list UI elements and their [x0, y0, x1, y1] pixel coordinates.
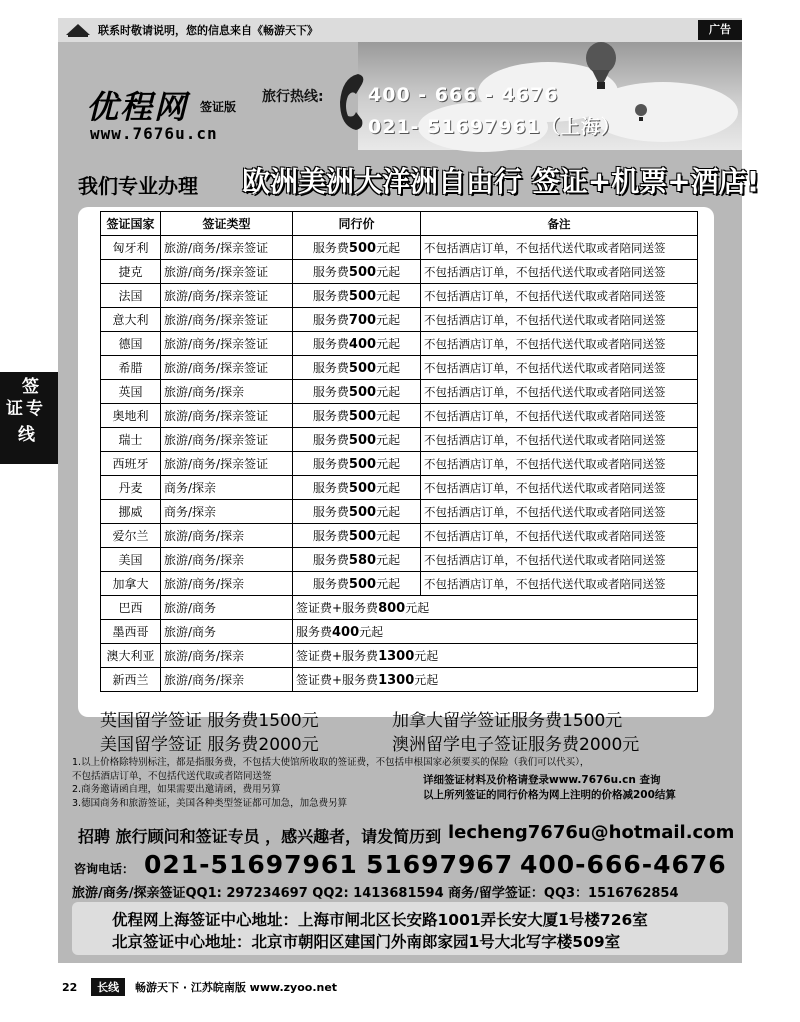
price-prefix: 签证费+服务费: [296, 601, 379, 615]
phone-number[interactable]: 51697967: [366, 850, 514, 879]
cell-country: 奥地利: [101, 404, 161, 428]
price-suffix: 元起: [376, 505, 401, 519]
cell-price: [293, 404, 421, 428]
column-tag: 长线: [91, 978, 125, 996]
price-value: 1300: [378, 649, 415, 664]
phone-number[interactable]: 021-51697961: [144, 850, 358, 879]
side-tab-char: 签: [22, 377, 39, 397]
cell-note: 不包括酒店订单，不包括代送代取或者陪同送签: [421, 500, 698, 524]
table-row: [101, 548, 698, 572]
price-prefix: 签证费+服务费: [296, 649, 379, 663]
recruit-text: 招聘 旅行顾问和签证专员 ，感兴趣者，请发简历到: [78, 827, 442, 846]
study-us: 美国留学签证 服务费2000元: [100, 735, 319, 755]
table-row: [101, 668, 698, 692]
note-line: 3.德国商务和旅游签证，美国各种类型签证都可加急，加急费另算: [72, 797, 348, 809]
price-suffix: 元起: [376, 481, 401, 495]
cell-country: 澳大利亚: [101, 644, 161, 668]
table-header-row: [101, 212, 698, 236]
cell-note: 不包括酒店订单，不包括代送代取或者陪同送签: [421, 452, 698, 476]
cell-type: 旅游/商务/探亲签证: [161, 284, 293, 308]
cell-country: 意大利: [101, 308, 161, 332]
table-row: [101, 596, 698, 620]
cell-price: [293, 668, 698, 692]
hotline-shanghai: 021- 51697961（上海）: [368, 116, 621, 138]
price-prefix: 服务费: [312, 577, 349, 591]
price-value: 1300: [378, 673, 415, 688]
cell-type: 旅游/商务: [161, 620, 293, 644]
price-prefix: 服务费: [312, 361, 349, 375]
price-value: 580: [348, 553, 377, 568]
cell-price: [293, 428, 421, 452]
table-row: [101, 356, 698, 380]
cell-price: [293, 308, 421, 332]
cell-note: 不包括酒店订单，不包括代送代取或者陪同送签: [421, 236, 698, 260]
header-note: 备注: [421, 212, 698, 236]
price-value: 700: [348, 313, 377, 328]
cell-note: 不包括酒店订单，不包括代送代取或者陪同送签: [421, 524, 698, 548]
cell-type: 旅游/商务/探亲签证: [161, 404, 293, 428]
address-shanghai: 优程网上海签证中心地址：上海市闸北区长安路1001弄长安大厦1号楼726室: [112, 911, 648, 929]
study-canada: 加拿大留学签证服务费1500元: [392, 711, 623, 731]
header-notice: 联系时敬请说明，您的信息来自《畅游天下》: [98, 24, 318, 37]
cell-country: 挪威: [101, 500, 161, 524]
price-prefix: 服务费: [312, 265, 349, 279]
cell-country: 美国: [101, 548, 161, 572]
slogan-lead: 我们专业办理: [78, 174, 198, 198]
price-prefix: 服务费: [312, 409, 349, 423]
cell-price: [293, 380, 421, 404]
cell-note: 不包括酒店订单，不包括代送代取或者陪同送签: [421, 428, 698, 452]
table-row: [101, 452, 698, 476]
price-value: 400: [332, 625, 360, 640]
price-suffix: 元起: [414, 649, 439, 663]
address-box: [72, 902, 728, 955]
price-suffix: 元起: [376, 457, 401, 471]
price-suffix: 元起: [376, 265, 401, 279]
table-row: [101, 284, 698, 308]
cell-price: [293, 356, 421, 380]
side-tab: [0, 372, 60, 464]
cell-type: 旅游/商务: [161, 596, 293, 620]
hot-air-balloon-icon: [584, 42, 618, 90]
phone-number[interactable]: 400-666-4676: [520, 850, 727, 879]
cell-type: 旅游/商务/探亲: [161, 548, 293, 572]
header-price: 同行价: [293, 212, 421, 236]
brand-name: 优程网: [86, 88, 189, 126]
price-prefix: 签证费+服务费: [296, 673, 379, 687]
magazine-logo-icon: [64, 21, 92, 39]
cell-price: [293, 260, 421, 284]
table-row: [101, 428, 698, 452]
recruit-line: [78, 822, 735, 847]
price-suffix: 元起: [376, 337, 401, 351]
price-value: 500: [348, 385, 377, 400]
table-row: [101, 404, 698, 428]
cell-type: 旅游/商务/探亲: [161, 644, 293, 668]
price-suffix: 元起: [414, 673, 439, 687]
cell-price: [293, 596, 698, 620]
cell-price: [293, 284, 421, 308]
promo-line: 以上所列签证的同行价格为网上注明的价格减200结算: [423, 789, 676, 801]
price-value: 500: [348, 529, 377, 544]
table-row: [101, 500, 698, 524]
price-prefix: 服务费: [312, 553, 349, 567]
study-australia: 澳洲留学电子签证服务费2000元: [392, 735, 640, 755]
brand-url: www.7676u.cn: [90, 124, 218, 143]
hotline-label: 旅行热线:: [262, 89, 324, 105]
contact-label: 咨询电话：: [74, 862, 135, 876]
header-type: 签证类型: [161, 212, 293, 236]
cell-type: 旅游/商务/探亲签证: [161, 452, 293, 476]
table-row: [101, 644, 698, 668]
price-value: 400: [348, 337, 377, 352]
price-prefix: 服务费: [312, 289, 349, 303]
price-suffix: 元起: [376, 289, 401, 303]
qq-contacts: 旅游/商务/探亲签证QQ1: 297234697 QQ2: 1413681594 商务/留学签证：QQ3：1516762854: [72, 886, 679, 901]
price-value: 500: [348, 409, 377, 424]
cell-note: 不包括酒店订单，不包括代送代取或者陪同送签: [421, 476, 698, 500]
cell-country: 加拿大: [101, 572, 161, 596]
side-tab-char: 证: [6, 399, 23, 419]
price-suffix: 元起: [376, 409, 401, 423]
cell-price: [293, 524, 421, 548]
cell-country: 希腊: [101, 356, 161, 380]
price-prefix: 服务费: [312, 337, 349, 351]
cell-country: 新西兰: [101, 668, 161, 692]
cell-type: 商务/探亲: [161, 500, 293, 524]
price-suffix: 元起: [405, 601, 430, 615]
price-value: 500: [348, 433, 377, 448]
small-balloon-icon: [634, 104, 648, 122]
publication-name: 畅游天下 · 江苏皖南版 www.zyoo.net: [135, 981, 338, 994]
cell-note: 不包括酒店订单，不包括代送代取或者陪同送签: [421, 284, 698, 308]
hotline-number: 400 - 666 - 4676: [368, 84, 559, 106]
brand-edition: 签证版: [200, 100, 237, 114]
price-suffix: 元起: [376, 241, 401, 255]
price-value: 500: [348, 361, 377, 376]
cell-type: 旅游/商务/探亲签证: [161, 236, 293, 260]
cell-type: 旅游/商务/探亲: [161, 572, 293, 596]
price-value: 500: [348, 289, 377, 304]
cell-type: 商务/探亲: [161, 476, 293, 500]
price-prefix: 服务费: [312, 505, 349, 519]
header-bar: [58, 18, 742, 42]
table-row: [101, 620, 698, 644]
recruit-email[interactable]: lecheng7676u@hotmail.com: [448, 822, 735, 843]
table-row: [101, 260, 698, 284]
price-value: 500: [348, 481, 377, 496]
note-line: 1.以上价格除特别标注，都是指服务费，不包括大使馆所收取的签证费，不包括申根国家必须要买的保险（我们可以代买），: [72, 757, 590, 768]
cell-country: 瑞士: [101, 428, 161, 452]
price-value: 500: [348, 265, 377, 280]
table-row: [101, 380, 698, 404]
price-prefix: 服务费: [312, 313, 349, 327]
cell-country: 匈牙利: [101, 236, 161, 260]
cell-note: 不包括酒店订单，不包括代送代取或者陪同送签: [421, 332, 698, 356]
cell-note: 不包括酒店订单，不包括代送代取或者陪同送签: [421, 404, 698, 428]
cell-price: [293, 452, 421, 476]
cell-country: 德国: [101, 332, 161, 356]
cell-price: [293, 572, 421, 596]
cell-country: 西班牙: [101, 452, 161, 476]
table-row: [101, 332, 698, 356]
side-tab-char: 专: [26, 399, 43, 419]
price-prefix: 服务费: [312, 457, 349, 471]
visa-price-table: [100, 211, 698, 692]
address-beijing: 北京签证中心地址：北京市朝阳区建国门外南郎家园1号大北写字楼509室: [112, 933, 621, 951]
cell-type: 旅游/商务/探亲签证: [161, 428, 293, 452]
cell-country: 法国: [101, 284, 161, 308]
promo-text: [423, 773, 676, 803]
price-suffix: 元起: [376, 433, 401, 447]
price-prefix: 服务费: [312, 433, 349, 447]
cell-type: 旅游/商务/探亲签证: [161, 356, 293, 380]
price-value: 500: [348, 505, 377, 520]
table-row: [101, 572, 698, 596]
page-number: 22: [62, 981, 78, 994]
cell-price: [293, 236, 421, 260]
telephone-icon: [336, 72, 366, 132]
cell-note: 不包括酒店订单，不包括代送代取或者陪同送签: [421, 572, 698, 596]
price-suffix: 元起: [376, 385, 401, 399]
cell-type: 旅游/商务/探亲: [161, 668, 293, 692]
study-uk: 英国留学签证 服务费1500元: [100, 711, 319, 731]
price-suffix: 元起: [376, 577, 401, 591]
price-suffix: 元起: [359, 625, 384, 639]
price-value: 500: [348, 577, 377, 592]
price-table-card: [78, 207, 714, 717]
cell-country: 巴西: [101, 596, 161, 620]
price-prefix: 服务费: [312, 481, 349, 495]
cell-price: [293, 500, 421, 524]
price-suffix: 元起: [376, 313, 401, 327]
cell-price: [293, 620, 698, 644]
cell-country: 爱尔兰: [101, 524, 161, 548]
price-prefix: 服务费: [296, 625, 333, 639]
cell-note: 不包括酒店订单，不包括代送代取或者陪同送签: [421, 548, 698, 572]
cell-note: 不包括酒店订单，不包括代送代取或者陪同送签: [421, 380, 698, 404]
price-suffix: 元起: [376, 553, 401, 567]
price-value: 500: [348, 241, 377, 256]
price-value: 500: [348, 457, 377, 472]
table-row: [101, 476, 698, 500]
price-value: 800: [378, 601, 406, 616]
table-row: [101, 236, 698, 260]
page-footer: [62, 978, 337, 996]
cell-price: [293, 548, 421, 572]
cell-price: [293, 644, 698, 668]
cell-note: 不包括酒店订单，不包括代送代取或者陪同送签: [421, 308, 698, 332]
cell-price: [293, 332, 421, 356]
price-prefix: 服务费: [312, 529, 349, 543]
cell-country: 墨西哥: [101, 620, 161, 644]
cell-type: 旅游/商务/探亲: [161, 380, 293, 404]
table-row: [101, 524, 698, 548]
price-prefix: 服务费: [312, 385, 349, 399]
ad-label: 广告: [698, 20, 742, 40]
price-suffix: 元起: [376, 529, 401, 543]
header-country: 签证国家: [101, 212, 161, 236]
cell-type: 旅游/商务/探亲签证: [161, 332, 293, 356]
cell-note: 不包括酒店订单，不包括代送代取或者陪同送签: [421, 356, 698, 380]
cell-country: 丹麦: [101, 476, 161, 500]
cell-country: 捷克: [101, 260, 161, 284]
price-suffix: 元起: [376, 361, 401, 375]
cell-type: 旅游/商务/探亲: [161, 524, 293, 548]
ad-panel: [58, 42, 760, 963]
note-line: 不包括酒店订单，不包括代送代取或者陪同送签: [72, 770, 272, 782]
note-line: 2.商务邀请函自理，如果需要出邀请函，费用另算: [72, 784, 281, 795]
table-row: [101, 308, 698, 332]
cell-type: 旅游/商务/探亲签证: [161, 308, 293, 332]
promo-line: 详细签证材料及价格请登录www.7676u.cn 查询: [423, 774, 661, 786]
cell-price: [293, 476, 421, 500]
cell-note: 不包括酒店订单，不包括代送代取或者陪同送签: [421, 260, 698, 284]
cell-country: 英国: [101, 380, 161, 404]
cell-type: 旅游/商务/探亲签证: [161, 260, 293, 284]
price-prefix: 服务费: [312, 241, 349, 255]
side-tab-char: 线: [18, 425, 35, 445]
slogan-main: 欧洲美洲大洋洲自由行 签证+机票+酒店!: [242, 165, 760, 198]
